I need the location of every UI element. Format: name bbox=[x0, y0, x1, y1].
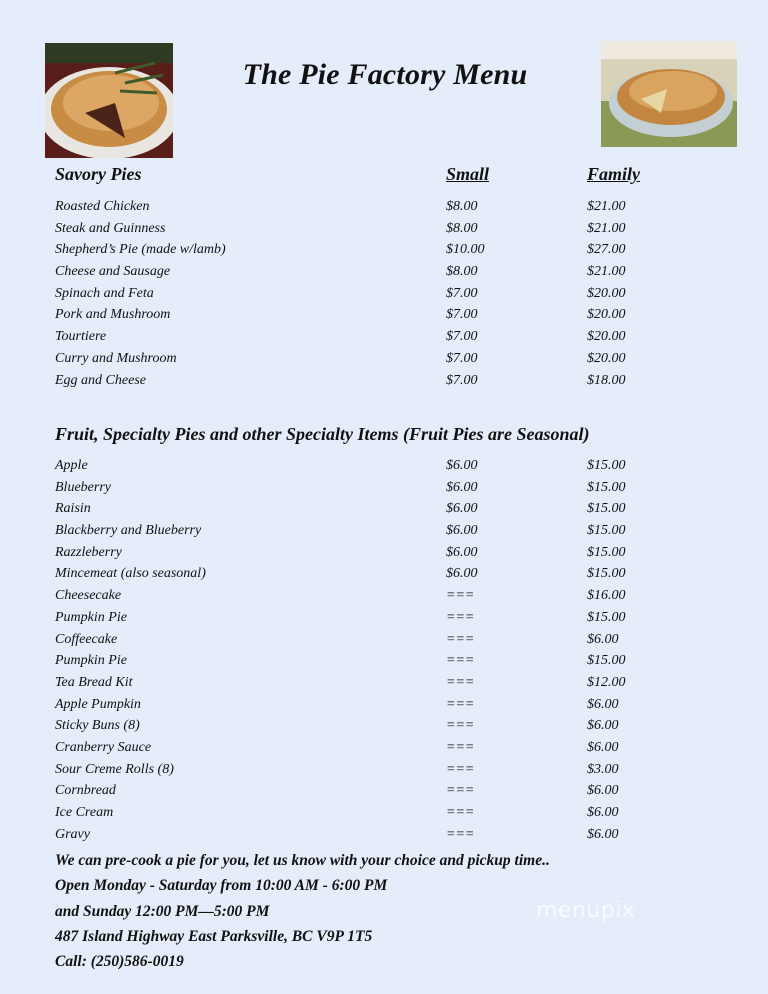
price-family: $20.00 bbox=[587, 285, 626, 301]
item-name: Tourtiere bbox=[55, 329, 107, 345]
price-family: $15.00 bbox=[587, 653, 626, 669]
price-family: $15.00 bbox=[587, 609, 626, 625]
price-family: $6.00 bbox=[587, 805, 619, 820]
price-family: $15.00 bbox=[587, 479, 626, 495]
menu-item-row bbox=[55, 827, 675, 849]
price-family: $6.00 bbox=[587, 783, 619, 799]
item-name: Coffeecake bbox=[55, 631, 118, 647]
menu-item-row bbox=[55, 697, 675, 719]
item-name: Curry and Mushroom bbox=[55, 350, 177, 366]
price-small: $7.00 bbox=[446, 307, 478, 323]
price-small: $8.00 bbox=[446, 199, 478, 214]
price-small: === bbox=[446, 674, 475, 690]
price-family: $15.00 bbox=[587, 523, 626, 539]
price-family: $21.00 bbox=[587, 264, 626, 280]
menu-item-row bbox=[55, 588, 675, 610]
menu-item-row bbox=[55, 351, 675, 373]
price-family: $20.00 bbox=[587, 350, 626, 366]
footer-line: We can pre-cook a pie for you, let us know with your choice and pickup time.. bbox=[55, 852, 550, 869]
price-small: $6.00 bbox=[446, 566, 478, 582]
menu-item-row bbox=[55, 566, 675, 588]
price-family: $15.00 bbox=[587, 566, 626, 582]
item-name: Ice Cream bbox=[55, 805, 114, 820]
item-name: Gravy bbox=[55, 826, 90, 842]
price-small: $7.00 bbox=[446, 329, 478, 345]
watermark-logo: menupix bbox=[536, 898, 636, 923]
price-small: $6.00 bbox=[446, 544, 478, 560]
price-small: $6.00 bbox=[446, 458, 478, 473]
column-header-small: Small bbox=[446, 164, 490, 184]
item-name: Cheesecake bbox=[55, 588, 122, 604]
menu-item-row bbox=[55, 632, 675, 654]
price-small: === bbox=[446, 761, 475, 777]
menu-item-row bbox=[55, 675, 675, 697]
menu-item-row bbox=[55, 653, 675, 675]
menu-item-row bbox=[55, 805, 675, 827]
price-family: $6.00 bbox=[587, 739, 619, 755]
menu-item-row bbox=[55, 718, 675, 740]
fruit-list bbox=[55, 458, 675, 848]
item-name: Apple bbox=[55, 458, 88, 473]
menu-item-row bbox=[55, 783, 675, 805]
price-family: $20.00 bbox=[587, 329, 626, 345]
page-title: The Pie Factory Menu bbox=[242, 58, 528, 91]
item-name: Sticky Buns (8) bbox=[55, 718, 140, 734]
price-family: $6.00 bbox=[587, 718, 619, 734]
item-name: Tea Bread Kit bbox=[55, 674, 133, 690]
price-small: $6.00 bbox=[446, 479, 478, 495]
footer-line: Open Monday - Saturday from 10:00 AM - 6:00 PM bbox=[55, 877, 388, 895]
item-name: Sour Creme Rolls (8) bbox=[55, 761, 174, 777]
price-small: $10.00 bbox=[446, 242, 485, 258]
menu-item-row bbox=[55, 501, 675, 523]
item-name: Shepherd’s Pie (made w/lamb) bbox=[55, 242, 226, 258]
column-header-family: Family bbox=[587, 164, 640, 184]
item-name: Roasted Chicken bbox=[55, 199, 150, 214]
price-small: $6.00 bbox=[446, 523, 478, 539]
item-name: Cranberry Sauce bbox=[55, 739, 152, 755]
price-family: $18.00 bbox=[587, 372, 626, 388]
price-small: === bbox=[446, 826, 475, 842]
price-family: $27.00 bbox=[587, 242, 626, 258]
price-family: $6.00 bbox=[587, 696, 619, 712]
item-name: Spinach and Feta bbox=[55, 285, 154, 301]
pie-photo-right bbox=[601, 41, 737, 147]
menu-item-row bbox=[55, 242, 675, 264]
section-title-savory: Savory Pies bbox=[55, 164, 142, 184]
menu-item-row bbox=[55, 307, 675, 329]
menu-item-row bbox=[55, 740, 675, 762]
item-name: Blackberry and Blueberry bbox=[55, 523, 202, 539]
price-family: $6.00 bbox=[587, 826, 619, 842]
footer-line: and Sunday 12:00 PM—5:00 PM bbox=[55, 902, 270, 920]
footer-line: 487 Island Highway East Parksville, BC V9P 1T5 bbox=[55, 927, 373, 945]
item-name: Pumpkin Pie bbox=[55, 609, 127, 625]
footer-info bbox=[55, 848, 550, 974]
price-family: $20.00 bbox=[587, 307, 626, 323]
price-small: === bbox=[446, 718, 475, 734]
menu-item-row bbox=[55, 480, 675, 502]
item-name: Steak and Guinness bbox=[55, 220, 166, 236]
item-name: Razzleberry bbox=[55, 544, 122, 560]
menu-item-row bbox=[55, 286, 675, 308]
item-name: Cheese and Sausage bbox=[55, 264, 171, 280]
pie-photo-left bbox=[45, 43, 173, 158]
menu-item-row bbox=[55, 373, 675, 395]
price-small: $7.00 bbox=[446, 285, 478, 301]
menu-item-row bbox=[55, 762, 675, 784]
price-small: $7.00 bbox=[446, 350, 478, 366]
price-family: $12.00 bbox=[587, 674, 626, 690]
item-name: Mincemeat (also seasonal) bbox=[55, 566, 206, 582]
menu-item-row bbox=[55, 199, 675, 221]
price-family: $21.00 bbox=[587, 199, 626, 214]
price-family: $21.00 bbox=[587, 220, 626, 236]
savory-list bbox=[55, 199, 675, 394]
item-name: Pumpkin Pie bbox=[55, 653, 127, 669]
menu-item-row bbox=[55, 523, 675, 545]
price-small: === bbox=[446, 739, 475, 755]
section-title-fruit: Fruit, Specialty Pies and other Specialty Items (Fruit Pies are Seasonal) bbox=[55, 424, 590, 444]
price-small: === bbox=[446, 653, 475, 669]
item-name: Blueberry bbox=[55, 479, 111, 495]
price-small: === bbox=[446, 588, 475, 604]
price-family: $15.00 bbox=[587, 458, 626, 473]
menu-item-row bbox=[55, 545, 675, 567]
price-small: === bbox=[446, 805, 475, 820]
price-small: $6.00 bbox=[446, 501, 478, 517]
item-name: Apple Pumpkin bbox=[55, 696, 141, 712]
menu-item-row bbox=[55, 221, 675, 243]
price-small: $8.00 bbox=[446, 220, 478, 236]
price-family: $3.00 bbox=[587, 761, 619, 777]
footer-line: Call: (250)586-0019 bbox=[55, 953, 184, 971]
price-small: === bbox=[446, 783, 475, 799]
price-small: $7.00 bbox=[446, 372, 478, 388]
price-family: $6.00 bbox=[587, 631, 619, 647]
price-family: $15.00 bbox=[587, 501, 626, 517]
price-family: $15.00 bbox=[587, 544, 626, 560]
price-small: === bbox=[446, 696, 475, 712]
price-family: $16.00 bbox=[587, 588, 626, 604]
menu-item-row bbox=[55, 264, 675, 286]
menu-item-row bbox=[55, 458, 675, 480]
price-small: === bbox=[446, 609, 475, 625]
price-small: === bbox=[446, 631, 475, 647]
price-small: $8.00 bbox=[446, 264, 478, 280]
item-name: Cornbread bbox=[55, 783, 116, 799]
menu-item-row bbox=[55, 329, 675, 351]
item-name: Raisin bbox=[55, 501, 91, 517]
item-name: Egg and Cheese bbox=[55, 372, 146, 388]
menu-item-row bbox=[55, 610, 675, 632]
item-name: Pork and Mushroom bbox=[55, 307, 171, 323]
